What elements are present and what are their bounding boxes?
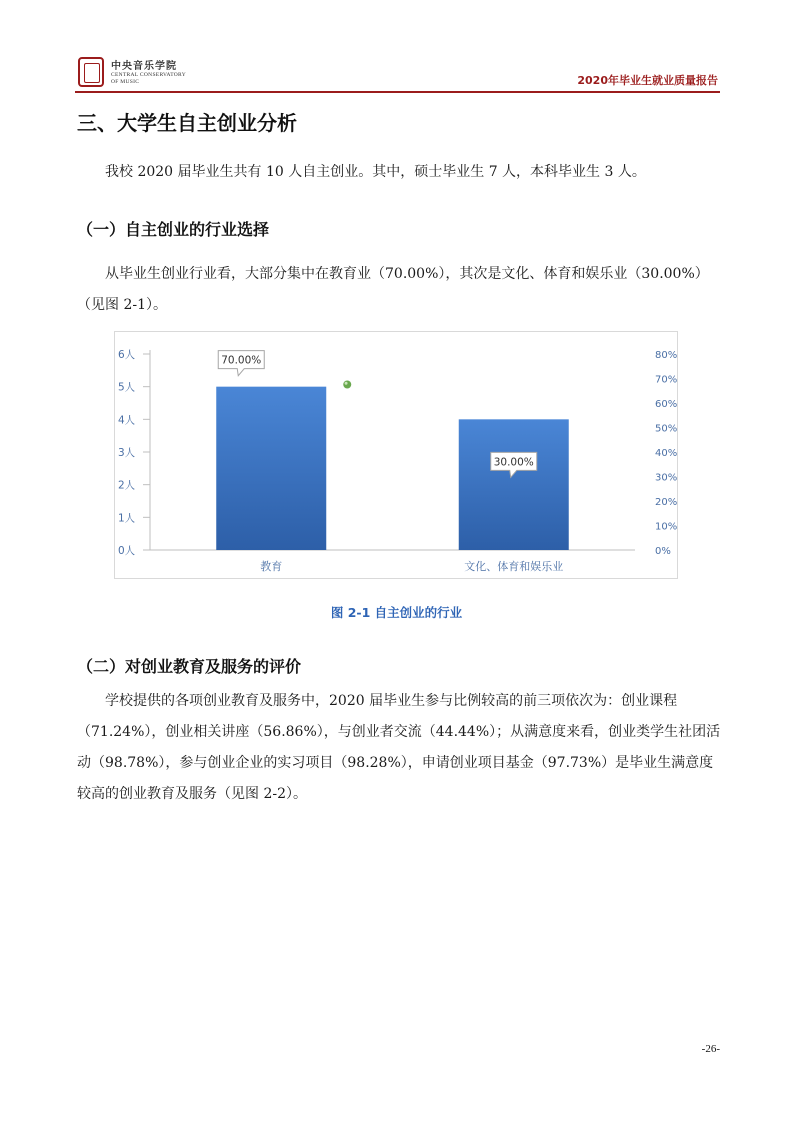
intro-paragraph: 我校 2020 届毕业生共有 10 人自主创业。其中，硕士毕业生 7 人，本科毕业生 3 人。 [105, 164, 646, 180]
logo-chinese-name: 中央音乐学院 [111, 61, 177, 72]
y-right-tick-label: 70% [655, 374, 677, 386]
logo-english-name [111, 72, 186, 85]
logo-english-line1: CENTRAL CONSERVATORY [111, 72, 186, 78]
y-left-tick-label: 5人 [118, 381, 136, 394]
subsection-2-title: （二）对创业教育及服务的评价 [77, 657, 302, 676]
page-header [75, 52, 720, 92]
page-number: -26- [701, 1043, 720, 1055]
y-right-tick-label: 50% [655, 423, 677, 435]
figure-caption: 图 2-1 自主创业的行业 [330, 605, 463, 620]
y-left-tick-label: 3人 [118, 447, 136, 459]
header-divider [75, 91, 720, 93]
y-right-tick-label: 80% [655, 350, 677, 361]
report-title: 2020年毕业生就业质量报告 [577, 74, 718, 87]
x-tick-label: 教育 [260, 560, 283, 573]
logo-english-line2: OF MUSIC [111, 78, 140, 85]
industry-chart [114, 331, 678, 579]
y-right-tick-label: 40% [655, 448, 677, 459]
x-tick-label: 文化、体育和娱乐业 [464, 560, 564, 573]
section-title: 三、大学生自主创业分析 [77, 111, 297, 135]
subsection-1-paragraph: 从毕业生创业行业看，大部分集中在教育业（70.00%），其次是文化、体育和娱乐业（30.00%）（见图 2-1）。 [77, 266, 709, 313]
chart-canvas [115, 332, 677, 578]
y-left-tick-label: 0人 [118, 545, 136, 557]
subsection-2-paragraph: 学校提供的各项创业教育及服务中，2020 届毕业生参与比例较高的前三项依次为：创业课程（71.24%），创业相关讲座（56.86%），与创业者交流（44.44%）；从满意度来看，创业类学生社团活动（98.78%），参与创业企业的实习项目（98.28%），申请创业项目基金（97.73%）是毕业生满意度较高的创业教育及服务（见图 2-2）。 [77, 693, 721, 802]
data-label: 70.00% [221, 354, 262, 367]
y-right-tick-label: 60% [655, 399, 677, 410]
y-right-tick-label: 10% [655, 521, 677, 533]
percent-point [343, 381, 351, 389]
bar [459, 419, 569, 550]
y-right-tick-label: 30% [655, 472, 677, 484]
y-left-tick-label: 1人 [118, 512, 136, 525]
y-left-tick-label: 4人 [118, 414, 136, 427]
bar [216, 387, 326, 550]
subsection-1-title: （一）自主创业的行业选择 [77, 220, 270, 239]
percent-point-highlight [345, 382, 348, 385]
y-right-tick-label: 20% [655, 497, 677, 508]
y-left-tick-label: 2人 [118, 479, 136, 492]
y-right-tick-label: 0% [655, 546, 671, 557]
conservatory-logo-icon [78, 57, 104, 87]
y-left-tick-label: 6人 [118, 349, 136, 361]
data-label: 30.00% [493, 456, 534, 469]
